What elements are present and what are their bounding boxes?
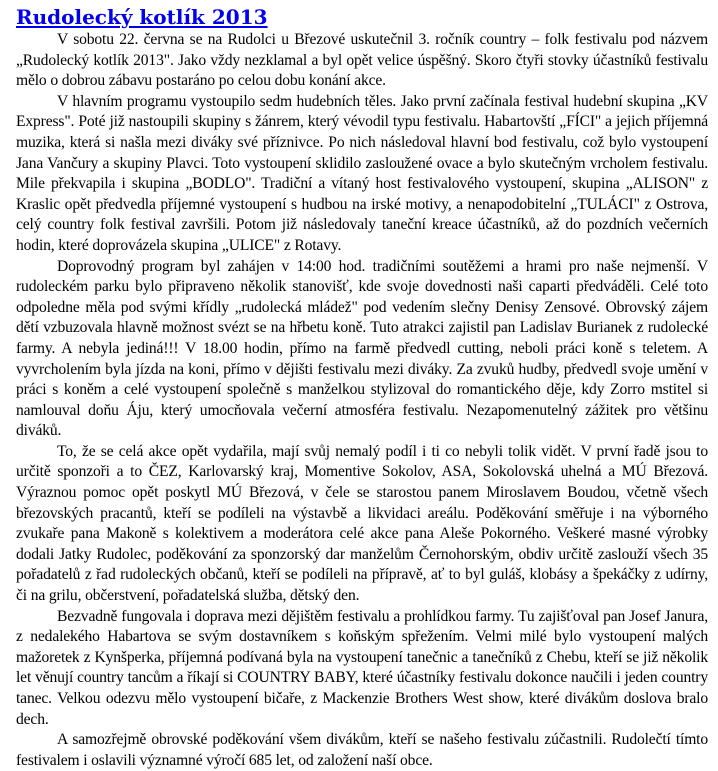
paragraph-intro: V sobotu 22. června se na Rudolci u Březové uskutečnil 3. ročník country – folk festivalu pod názvem „Rudolecký kotlík 2013". Jako vždy nezklamal a byl opět velice úspěšný. Skoro čtyři stovky účastníků festivalu mělo o dobrou zábavu postaráno po celou dobu konání akce. <box>16 31 708 90</box>
paragraph-main-program: V hlavním programu vystoupilo sedm hudebních těles. Jako první začínala festival hudební skupina „KV Express". Poté již nastoupili skupiny s žánrem, který vévodil typu festivalu. Habartovští „FÍCI" a jejich příjemná muzika, která si našla mezi diváky své příznivce. Po nich následoval hlavní bod festivalu, což bylo vystoupení Jana Vančury a skupiny Plavci. Toto vystoupení sklidilo zasloužené ovace a bylo skutečným vrcholem festivalu. Mile překvapila i skupina „BODLO". Tradiční a vítaný host festivalového vystoupení, skupina „ALISON" z Kraslic opět předvedla příjemné vystoupení s hudbou na irské motivy, a nenapodobitelní „TULÁCI" z Ostrova, celý country folk festival završili. Potom již následovaly taneční kreace účastníků, až do pozdních večerních hodin, které doprovázela skupina „ULICE" z Rotavy. <box>16 92 708 254</box>
paragraph-sponsors: To, že se celá akce opět vydařila, mají svůj nemalý podíl i ti co nebyli tolik vidět. V první řadě jsou to určitě sponzoři a to ČEZ, Karlovarský kraj, Momentive Sokolov, ASA, Sokolovská uhelná a MÚ Březová. Výraznou pomoc opět poskytl MÚ Březová, v čele se starostou panem Miroslavem Boudou, včetně všech březovských pracantů, kteří se podíleli na výstavbě a likvidaci areálu. Poděkování směřuje i na výborného zvukaře pana Makoně s kolektivem a moderátora celé akce pana Aleše Pokorného. Veškeré masné výrobky dodali Jatky Rudolec, poděkování za sponzorský dar manželům Černohorským, obdiv určitě zaslouží všech 35 pořadatelů z řad rudoleckých občanů, kteří se podíleli na přípravě, ať to byl guláš, klobásy a špekáčky z udírny, či na grilu, občerstvení, pořadatelská služba, dětský den. <box>16 442 708 605</box>
article-title: Rudolecký kotlík 2013 <box>16 5 268 29</box>
paragraph-side-program: Doprovodný program byl zahájen v 14:00 hod. tradičními soutěžemi a hrami pro naše nejmenší. V rudoleckém parku bylo připraveno několik stanovišť, kde svoje dovednosti naši caparti předváděli. Celé toto odpoledne měla pod svými křídly „rudolecká mládež" pod vedením slečny Denisy Zensové. Obrovský zájem dětí vzbuzovala hlavně možnost svézt se na hřbetu koně. Tuto atrakci zajistil pan Ladislav Burianek z rudolecké farmy. A nebyla jediná!!! V 18.00 hodin, přímo na farmě předvedl cutting, neboli práci koně s teletem. A vyvrcholením byla jízda na koni, přímo v dějišti festivalu mezi diváky. Za zvuků hudby, předvedl svoje umění v práci s koněm a celé vystoupení společně s manželkou stylizoval do romantického děje, kdy Zorro mstitel si namlouval doňu Áju, který umocňovala večerní atmosféra festivalu. Nezapomenutelný zážitek pro většinu diváků. <box>16 257 708 440</box>
paragraph-transport: Bezvadně fungovala i doprava mezi dějištěm festivalu a prohlídkou farmy. Tu zajišťoval pan Josef Janura, z nedalekého Habartova se svým dostavníkem s koňským spřežením. Velmi milé bylo vystoupení malých mažoretek z Kynšperka, příjemná podívaná byla na vystoupení tanečnic a tanečníků z Chebu, kteří se již několik let věnují country tancům a říkají si COUNTRY BABY, které účastníky festivalu dokonce naučili i jeden country tanec. Velkou odezvu mělo vystoupení bičaře, z Mackenzie Brothers West show, které divákům doslova bralo dech. <box>16 607 708 728</box>
paragraph-thanks: A samozřejmě obrovské poděkování všem divákům, kteří se našeho festivalu zúčastnili. Rudolečtí tímto festivalem i oslavili významné výročí 685 let, od založení naší obce. <box>16 731 708 769</box>
